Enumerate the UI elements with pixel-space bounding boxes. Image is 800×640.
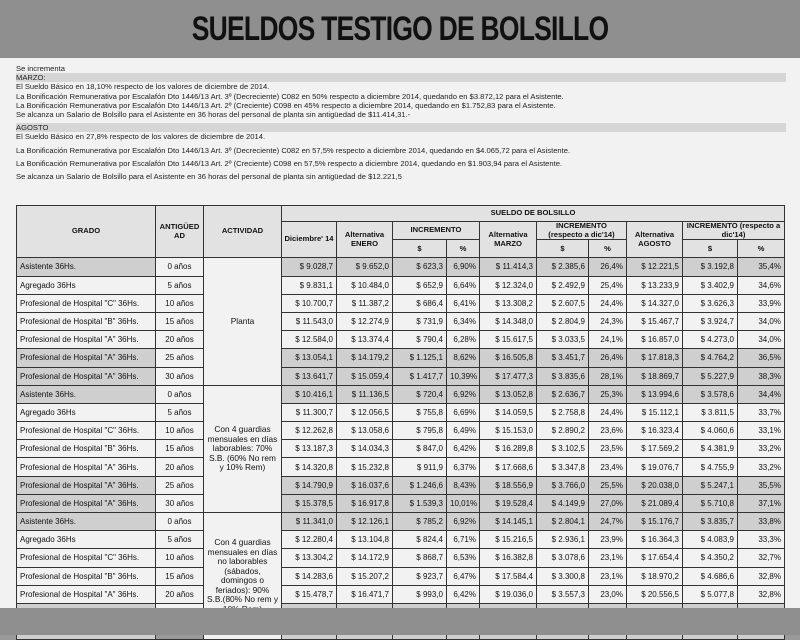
alt-marzo-cell: $ 14.059,5 (480, 403, 537, 421)
alt-marzo-cell: $ 16.382,8 (480, 549, 537, 567)
dic14-cell: $ 13.641,7 (282, 367, 337, 385)
alt-agosto-cell: $ 13.994,6 (627, 385, 683, 403)
alt-agosto-cell: $ 18.970,2 (627, 567, 683, 585)
inc-agosto-pct-cell: 34,4% (738, 385, 785, 403)
inc-marzo-pct-cell: 28,1% (589, 367, 627, 385)
alt-marzo-cell: $ 13.052,8 (480, 385, 537, 403)
alt-agosto-cell: $ 17.818,3 (627, 349, 683, 367)
dic14-cell: $ 13.304,2 (282, 549, 337, 567)
antiguedad-cell: 15 años (156, 440, 204, 458)
alt-marzo-cell: $ 19.528,4 (480, 494, 537, 512)
actividad-header: ACTIVIDAD (204, 206, 282, 258)
alt-enero-cell: $ 13.058,6 (337, 422, 393, 440)
alt-agosto-cell: $ 16.364,3 (627, 531, 683, 549)
inc-marzo-peso-cell: $ 2.492,9 (537, 276, 589, 294)
antiguedad-cell: 20 años (156, 585, 204, 603)
incremento-pct-cell: 10,01% (447, 494, 480, 512)
inc-marzo-peso-cell: $ 2.804,1 (537, 513, 589, 531)
dic14-cell: $ 11.543,0 (282, 312, 337, 330)
incremento-pct-cell: 6,42% (447, 585, 480, 603)
inc-agosto-pct-cell: 37,1% (738, 494, 785, 512)
incremento-peso-cell: $ 795,8 (393, 422, 447, 440)
incremento-peso-cell: $ 1.417,7 (393, 367, 447, 385)
table-row (17, 422, 785, 440)
agosto-line: La Bonificación Remunerativa por Escalafón Dto 1446/13 Art. 2º (Creciente) C098 en 57,5% respecto a diciembre 2014, quedando en $1.903,94 para el Asistente. (16, 158, 563, 168)
inc-agosto-peso-cell: $ 4.764,2 (683, 349, 738, 367)
grado-cell: Profesional de Hospital "B" 36Hs. (17, 312, 156, 330)
table-row (17, 258, 785, 276)
alt-agosto-cell: $ 20.038,0 (627, 476, 683, 494)
dic14-cell: $ 14.320,8 (282, 458, 337, 476)
grado-cell: Agregado 36Hs (17, 276, 156, 294)
alt-agosto-cell: $ 20.556,5 (627, 585, 683, 603)
incremento-header: INCREMENTO (393, 222, 480, 240)
inc-marzo-peso-cell: $ 2.804,9 (537, 312, 589, 330)
inc-agosto-pct-cell: 32,8% (738, 567, 785, 585)
incremento-peso-cell: $ 686,4 (393, 294, 447, 312)
table-row (17, 367, 785, 385)
alt-enero-cell: $ 11.136,5 (337, 385, 393, 403)
grado-cell: Asistente 36Hs. (17, 513, 156, 531)
agosto-line: Se alcanza un Salario de Bolsillo para el Asistente en 36 horas del personal de planta sin antigüedad de $12.221,5 (16, 172, 402, 182)
document-page (0, 58, 800, 608)
inc-marzo-peso-cell: $ 3.451,7 (537, 349, 589, 367)
dic14-cell: $ 12.280,4 (282, 531, 337, 549)
alt-agosto-cell: $ 17.654,4 (627, 549, 683, 567)
alt-enero-cell: $ 16.917,8 (337, 494, 393, 512)
inc-agosto-peso-cell: $ 3.192,8 (683, 258, 738, 276)
inc-marzo-peso-cell: $ 3.347,8 (537, 458, 589, 476)
incremento-peso-cell: $ 911,9 (393, 458, 447, 476)
incremento-pct-cell: 6,53% (447, 549, 480, 567)
inc-agosto-pct-cell: 33,2% (738, 458, 785, 476)
inc-marzo-pct-cell: 25,5% (589, 476, 627, 494)
dic14-cell: $ 14.283,6 (282, 567, 337, 585)
inc-marzo-pct-cell: 24,3% (589, 312, 627, 330)
inc-marzo-peso-cell: $ 2.636,7 (537, 385, 589, 403)
antiguedad-cell: 20 años (156, 458, 204, 476)
incremento-peso-cell: $ 785,2 (393, 513, 447, 531)
inc-marzo-pct-cell: 26,4% (589, 349, 627, 367)
alt-enero-cell: $ 10.484,0 (337, 276, 393, 294)
table-row (17, 349, 785, 367)
grado-cell: Profesional de Hospital "C" 36Hs. (17, 422, 156, 440)
antiguedad-header: ANTIGÜED AD (156, 206, 204, 258)
table-row (17, 567, 785, 585)
antiguedad-cell: 15 años (156, 312, 204, 330)
grado-cell: Profesional de Hospital "A" 36Hs. (17, 367, 156, 385)
incremento-pct-cell: 6,34% (447, 312, 480, 330)
antiguedad-cell: 10 años (156, 549, 204, 567)
pct-subheader: % (447, 240, 480, 258)
alt-marzo-cell: $ 12.324,0 (480, 276, 537, 294)
dic14-cell: $ 15.478,7 (282, 585, 337, 603)
agosto-heading: AGOSTO (16, 123, 786, 132)
incremento-pct-cell: 6,69% (447, 403, 480, 421)
incremento-peso-cell: $ 1.125,1 (393, 349, 447, 367)
title-banner (0, 0, 800, 58)
inc-marzo-pct-cell: 23,5% (589, 440, 627, 458)
incremento-pct-cell: 6,92% (447, 385, 480, 403)
dic14-cell: $ 11.341,0 (282, 513, 337, 531)
alt-enero-cell: $ 12.126,1 (337, 513, 393, 531)
inc-marzo-peso-cell: $ 3.766,0 (537, 476, 589, 494)
alt-enero-header: Alternativa ENERO (337, 222, 393, 258)
alt-marzo-cell: $ 13.308,2 (480, 294, 537, 312)
incremento-peso-cell: $ 755,8 (393, 403, 447, 421)
marzo-line: Se alcanza un Salario de Bolsillo para el Asistente en 36 horas del personal de planta sin antigüedad de $11.414,31.- (16, 110, 411, 120)
alt-agosto-cell: $ 15.112,1 (627, 403, 683, 421)
antiguedad-cell: 10 años (156, 294, 204, 312)
antiguedad-cell: 15 años (156, 567, 204, 585)
inc-marzo-pct-cell: 23,6% (589, 422, 627, 440)
marzo-line: La Bonificación Remunerativa por Escalafón Dto 1446/13 Art. 3º (Decreciente) C082 en 50% respecto a diciembre 2014, quedando en $3.872,12 para el Asistente. (16, 91, 564, 101)
incremento-pct-cell: 6,41% (447, 294, 480, 312)
alt-agosto-cell: $ 17.569,2 (627, 440, 683, 458)
inc-agosto-pct-cell: 33,9% (738, 294, 785, 312)
inc-marzo-peso-cell: $ 3.557,3 (537, 585, 589, 603)
incremento-peso-cell: $ 790,4 (393, 331, 447, 349)
alt-marzo-cell: $ 15.153,0 (480, 422, 537, 440)
dic14-cell: $ 13.054,1 (282, 349, 337, 367)
salary-table (16, 205, 785, 640)
peso-subheader: $ (537, 240, 589, 258)
incremento-pct-cell: 6,71% (447, 531, 480, 549)
incremento-peso-cell: $ 993,0 (393, 585, 447, 603)
antiguedad-cell: 20 años (156, 331, 204, 349)
peso-subheader: $ (393, 240, 447, 258)
alt-enero-cell: $ 14.179,2 (337, 349, 393, 367)
antiguedad-cell: 5 años (156, 403, 204, 421)
alt-enero-cell: $ 15.059,4 (337, 367, 393, 385)
incremento-peso-cell: $ 652,9 (393, 276, 447, 294)
table-row (17, 513, 785, 531)
dic14-cell: $ 15.378,5 (282, 494, 337, 512)
inc-marzo-pct-cell: 23,0% (589, 585, 627, 603)
incremento-pct-cell: 6,28% (447, 331, 480, 349)
incremento-pct-cell: 6,42% (447, 440, 480, 458)
inc-marzo-peso-cell: $ 2.890,2 (537, 422, 589, 440)
alt-enero-cell: $ 9.652,0 (337, 258, 393, 276)
inc-agosto-peso-cell: $ 4.273,0 (683, 331, 738, 349)
inc-marzo-peso-cell: $ 3.835,6 (537, 367, 589, 385)
grado-cell: Agregado 36Hs (17, 531, 156, 549)
inc-agosto-peso-cell: $ 4.686,6 (683, 567, 738, 585)
inc-marzo-pct-cell: 25,3% (589, 385, 627, 403)
inc-agosto-peso-cell: $ 3.578,6 (683, 385, 738, 403)
inc-marzo-pct-cell: 23,1% (589, 549, 627, 567)
antiguedad-cell: 30 años (156, 367, 204, 385)
table-row (17, 276, 785, 294)
incremento-dic-header: INCREMENTO (respecto a dic'14) (537, 222, 627, 240)
grado-cell: Asistente 36Hs. (17, 258, 156, 276)
dic14-cell: $ 10.700,7 (282, 294, 337, 312)
alt-agosto-header: Alternativa AGOSTO (627, 222, 683, 258)
dic14-cell: $ 12.262,8 (282, 422, 337, 440)
dic14-cell: $ 12.584,0 (282, 331, 337, 349)
inc-agosto-peso-cell: $ 4.350,2 (683, 549, 738, 567)
alt-marzo-header: Alternativa MARZO (480, 222, 537, 258)
inc-agosto-peso-cell: $ 4.083,9 (683, 531, 738, 549)
grado-cell: Agregado 36Hs (17, 403, 156, 421)
actividad-cell: Con 4 guardias mensuales en días laborables: 70% S.B. (60% No rem y 10% Rem) (204, 385, 282, 512)
antiguedad-cell: 25 años (156, 349, 204, 367)
inc-marzo-pct-cell: 23,9% (589, 531, 627, 549)
antiguedad-cell: 25 años (156, 476, 204, 494)
alt-enero-cell: $ 15.232,8 (337, 458, 393, 476)
grado-cell: Profesional de Hospital "C" 36Hs. (17, 294, 156, 312)
alt-enero-cell: $ 13.374,4 (337, 331, 393, 349)
alt-marzo-cell: $ 15.617,5 (480, 331, 537, 349)
incremento-peso-cell: $ 623,3 (393, 258, 447, 276)
actividad-cell: Planta (204, 258, 282, 385)
incremento-pct-cell: 6,49% (447, 422, 480, 440)
incremento-pct-cell: 6,92% (447, 513, 480, 531)
inc-agosto-peso-cell: $ 3.811,5 (683, 403, 738, 421)
inc-agosto-pct-cell: 33,1% (738, 422, 785, 440)
pct-subheader: % (738, 240, 785, 258)
marzo-line: La Bonificación Remunerativa por Escalafón Dto 1446/13 Art. 2º (Creciente) C098 en 45% respecto a diciembre 2014, quedando en $1.752,83 para el Asistente. (16, 100, 556, 110)
grado-cell: Profesional de Hospital "A" 36Hs. (17, 349, 156, 367)
table-row (17, 458, 785, 476)
alt-enero-cell: $ 16.037,6 (337, 476, 393, 494)
incremento-pct-cell: 6,90% (447, 258, 480, 276)
inc-agosto-pct-cell: 34,6% (738, 276, 785, 294)
alt-enero-cell: $ 14.034,3 (337, 440, 393, 458)
alt-marzo-cell: $ 14.348,0 (480, 312, 537, 330)
table-row (17, 385, 785, 403)
inc-marzo-peso-cell: $ 4.149,9 (537, 494, 589, 512)
grado-cell: Profesional de Hospital "A" 36Hs. (17, 494, 156, 512)
inc-marzo-peso-cell: $ 3.102,5 (537, 440, 589, 458)
table-body (17, 258, 785, 640)
dic14-cell: $ 13.187,3 (282, 440, 337, 458)
inc-agosto-peso-cell: $ 3.626,3 (683, 294, 738, 312)
inc-agosto-peso-cell: $ 4.755,9 (683, 458, 738, 476)
grado-cell: Profesional de Hospital "A" 36Hs. (17, 585, 156, 603)
alt-enero-cell: $ 12.274,9 (337, 312, 393, 330)
alt-agosto-cell: $ 13.233,9 (627, 276, 683, 294)
table-row (17, 585, 785, 603)
inc-agosto-pct-cell: 34,0% (738, 312, 785, 330)
inc-agosto-pct-cell: 35,4% (738, 258, 785, 276)
inc-agosto-pct-cell: 38,3% (738, 367, 785, 385)
inc-marzo-pct-cell: 23,1% (589, 567, 627, 585)
inc-marzo-pct-cell: 24,1% (589, 331, 627, 349)
table-row (17, 531, 785, 549)
alt-enero-cell: $ 13.104,8 (337, 531, 393, 549)
inc-marzo-pct-cell: 24,7% (589, 513, 627, 531)
grado-cell: Profesional de Hospital "A" 36Hs. (17, 476, 156, 494)
marzo-heading: MARZO: (16, 73, 786, 82)
incremento-peso-cell: $ 847,0 (393, 440, 447, 458)
incremento-pct-cell: 6,47% (447, 567, 480, 585)
dic14-cell: $ 10.416,1 (282, 385, 337, 403)
alt-enero-cell: $ 14.172,9 (337, 549, 393, 567)
table-row (17, 294, 785, 312)
antiguedad-cell: 10 años (156, 422, 204, 440)
table-row (17, 476, 785, 494)
inc-agosto-pct-cell: 32,7% (738, 549, 785, 567)
dic14-cell: $ 11.300,7 (282, 403, 337, 421)
alt-agosto-cell: $ 18.869,7 (627, 367, 683, 385)
table-row (17, 494, 785, 512)
inc-agosto-pct-cell: 33,7% (738, 403, 785, 421)
alt-agosto-cell: $ 21.089,4 (627, 494, 683, 512)
inc-marzo-pct-cell: 24,4% (589, 403, 627, 421)
grado-cell: Profesional de Hospital "C" 36Hs. (17, 549, 156, 567)
antiguedad-cell: 5 años (156, 531, 204, 549)
alt-marzo-cell: $ 15.216,5 (480, 531, 537, 549)
inc-agosto-pct-cell: 35,5% (738, 476, 785, 494)
peso-subheader: $ (683, 240, 738, 258)
page-title: SUELDOS TESTIGO DE BOLSILLO (191, 9, 609, 48)
bottom-band (0, 608, 800, 635)
grado-cell: Profesional de Hospital "A" 36Hs. (17, 458, 156, 476)
inc-agosto-peso-cell: $ 4.381,9 (683, 440, 738, 458)
inc-agosto-pct-cell: 33,2% (738, 440, 785, 458)
incremento-pct-cell: 8,62% (447, 349, 480, 367)
antiguedad-cell: 0 años (156, 258, 204, 276)
inc-agosto-peso-cell: $ 5.227,9 (683, 367, 738, 385)
table-row (17, 403, 785, 421)
inc-marzo-peso-cell: $ 3.078,6 (537, 549, 589, 567)
grado-cell: Profesional de Hospital "A" 36Hs. (17, 331, 156, 349)
inc-marzo-pct-cell: 24,4% (589, 294, 627, 312)
dic14-cell: $ 9.831,1 (282, 276, 337, 294)
inc-marzo-peso-cell: $ 2.936,1 (537, 531, 589, 549)
incremento-peso-cell: $ 868,7 (393, 549, 447, 567)
inc-marzo-pct-cell: 27,0% (589, 494, 627, 512)
dic14-cell: $ 9.028,7 (282, 258, 337, 276)
inc-marzo-pct-cell: 25,4% (589, 276, 627, 294)
alt-agosto-cell: $ 16.857,0 (627, 331, 683, 349)
inc-agosto-peso-cell: $ 3.402,9 (683, 276, 738, 294)
alt-marzo-cell: $ 17.584,4 (480, 567, 537, 585)
inc-marzo-peso-cell: $ 2.385,6 (537, 258, 589, 276)
dic14-header: Diciembre' 14 (282, 222, 337, 258)
inc-agosto-pct-cell: 33,3% (738, 531, 785, 549)
marzo-line: El Sueldo Básico en 18,10% respecto de los valores de diciembre de 2014. (16, 82, 270, 92)
alt-marzo-cell: $ 17.477,3 (480, 367, 537, 385)
alt-marzo-cell: $ 16.289,8 (480, 440, 537, 458)
alt-enero-cell: $ 11.387,2 (337, 294, 393, 312)
inc-agosto-peso-cell: $ 3.835,7 (683, 513, 738, 531)
table-header-row (17, 206, 785, 222)
inc-marzo-pct-cell: 26,4% (589, 258, 627, 276)
alt-agosto-cell: $ 16.323,4 (627, 422, 683, 440)
notes-intro: Se incrementa (16, 64, 65, 73)
inc-agosto-peso-cell: $ 4.060,6 (683, 422, 738, 440)
alt-enero-cell: $ 15.207,2 (337, 567, 393, 585)
pct-subheader: % (589, 240, 627, 258)
alt-enero-cell: $ 16.471,7 (337, 585, 393, 603)
incremento-peso-cell: $ 720,4 (393, 385, 447, 403)
dic14-cell: $ 14.790,9 (282, 476, 337, 494)
incremento-pct-cell: 6,37% (447, 458, 480, 476)
inc-marzo-peso-cell: $ 2.607,5 (537, 294, 589, 312)
alt-agosto-cell: $ 14.327,0 (627, 294, 683, 312)
alt-marzo-cell: $ 18.556,9 (480, 476, 537, 494)
alt-agosto-cell: $ 12.221,5 (627, 258, 683, 276)
agosto-line: El Sueldo Básico en 27,8% respecto de los valores de diciembre de 2014. (16, 132, 266, 142)
alt-marzo-cell: $ 16.505,8 (480, 349, 537, 367)
incremento-peso-cell: $ 824,4 (393, 531, 447, 549)
antiguedad-cell: 0 años (156, 513, 204, 531)
grado-cell: Asistente 36Hs. (17, 385, 156, 403)
inc-marzo-peso-cell: $ 3.033,5 (537, 331, 589, 349)
incremento-pct-cell: 6,64% (447, 276, 480, 294)
incremento-peso-cell: $ 1.539,3 (393, 494, 447, 512)
inc-marzo-peso-cell: $ 3.300,8 (537, 567, 589, 585)
inc-agosto-peso-cell: $ 5.710,8 (683, 494, 738, 512)
inc-agosto-pct-cell: 36,5% (738, 349, 785, 367)
alt-marzo-cell: $ 11.414,3 (480, 258, 537, 276)
table-row (17, 331, 785, 349)
alt-marzo-cell: $ 19.036,0 (480, 585, 537, 603)
alt-agosto-cell: $ 15.176,7 (627, 513, 683, 531)
inc-marzo-peso-cell: $ 2.758,8 (537, 403, 589, 421)
table-row (17, 440, 785, 458)
inc-agosto-peso-cell: $ 5.247,1 (683, 476, 738, 494)
incremento-peso-cell: $ 731,9 (393, 312, 447, 330)
table-row (17, 312, 785, 330)
inc-agosto-pct-cell: 33,8% (738, 513, 785, 531)
inc-marzo-pct-cell: 23,4% (589, 458, 627, 476)
increment-notes (16, 64, 786, 181)
antiguedad-cell: 0 años (156, 385, 204, 403)
alt-marzo-cell: $ 17.668,6 (480, 458, 537, 476)
inc-agosto-pct-cell: 32,8% (738, 585, 785, 603)
alt-enero-cell: $ 12.056,5 (337, 403, 393, 421)
grado-cell: Profesional de Hospital "B" 36Hs. (17, 567, 156, 585)
incremento-peso-cell: $ 1.246,6 (393, 476, 447, 494)
inc-agosto-pct-cell: 34,0% (738, 331, 785, 349)
grado-header: GRADO (17, 206, 156, 258)
antiguedad-cell: 30 años (156, 494, 204, 512)
inc-agosto-peso-cell: $ 5.077,8 (683, 585, 738, 603)
alt-marzo-cell: $ 14.145,1 (480, 513, 537, 531)
inc-agosto-peso-cell: $ 3.924,7 (683, 312, 738, 330)
incremento-peso-cell: $ 923,7 (393, 567, 447, 585)
incremento-pct-cell: 10,39% (447, 367, 480, 385)
incremento-pct-cell: 8,43% (447, 476, 480, 494)
incremento-dic-header: INCREMENTO (respecto a dic'14) (683, 222, 785, 240)
alt-agosto-cell: $ 19.076,7 (627, 458, 683, 476)
antiguedad-cell: 5 años (156, 276, 204, 294)
alt-agosto-cell: $ 15.467,7 (627, 312, 683, 330)
grado-cell: Profesional de Hospital "B" 36Hs. (17, 440, 156, 458)
agosto-line: La Bonificación Remunerativa por Escalafón Dto 1446/13 Art. 3º (Decreciente) C082 en 57,5% respecto a diciembre 2014, quedando en $4.065,72 para el Asistente. (16, 145, 571, 155)
sueldo-bolsillo-header: SUELDO DE BOLSILLO (282, 206, 785, 222)
actividad-cell: Con 4 guardias mensuales en días no laborables (sábados, domingos o feriados): 90% S.B.(80% No rem y (204, 513, 282, 640)
table-row (17, 549, 785, 567)
